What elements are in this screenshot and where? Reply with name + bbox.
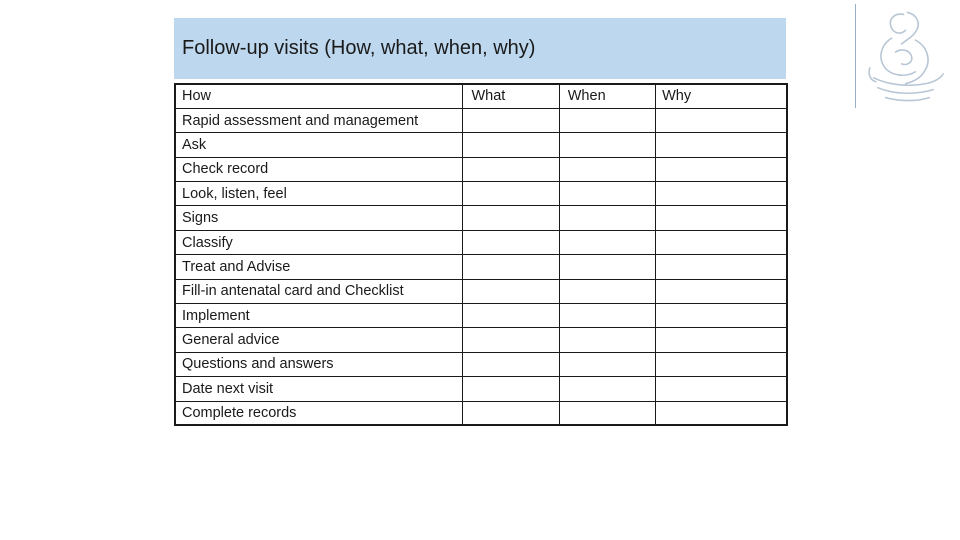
when-cell — [559, 279, 655, 303]
what-cell — [463, 377, 559, 401]
why-cell — [656, 279, 787, 303]
title-bar — [174, 18, 786, 79]
table-row — [175, 133, 787, 157]
why-cell — [656, 230, 787, 254]
how-cell: Look, listen, feel — [175, 182, 463, 206]
when-cell — [559, 108, 655, 132]
when-cell — [559, 255, 655, 279]
how-cell: Fill-in antenatal card and Checklist — [175, 279, 463, 303]
header-what: What — [463, 84, 559, 108]
when-cell — [559, 230, 655, 254]
what-cell — [463, 157, 559, 181]
when-cell — [559, 133, 655, 157]
why-cell — [656, 401, 787, 425]
table-row — [175, 182, 787, 206]
why-cell — [656, 377, 787, 401]
when-cell — [559, 157, 655, 181]
what-cell — [463, 255, 559, 279]
what-cell — [463, 108, 559, 132]
logo — [855, 4, 955, 108]
follow-up-table — [174, 83, 788, 426]
when-cell — [559, 352, 655, 376]
mother-and-child-logo-icon — [856, 4, 955, 108]
what-cell — [463, 279, 559, 303]
header-how: How — [175, 84, 463, 108]
how-cell: Questions and answers — [175, 352, 463, 376]
when-cell — [559, 377, 655, 401]
table-row — [175, 108, 787, 132]
table-row — [175, 328, 787, 352]
what-cell — [463, 133, 559, 157]
how-cell: Complete records — [175, 401, 463, 425]
how-cell: General advice — [175, 328, 463, 352]
what-cell — [463, 328, 559, 352]
how-cell: Rapid assessment and management — [175, 108, 463, 132]
why-cell — [656, 304, 787, 328]
when-cell — [559, 182, 655, 206]
table-row — [175, 304, 787, 328]
how-cell: Classify — [175, 230, 463, 254]
table-row — [175, 206, 787, 230]
why-cell — [656, 108, 787, 132]
what-cell — [463, 401, 559, 425]
how-cell: Ask — [175, 133, 463, 157]
why-cell — [656, 352, 787, 376]
why-cell — [656, 182, 787, 206]
table-row — [175, 279, 787, 303]
table-row — [175, 230, 787, 254]
what-cell — [463, 352, 559, 376]
when-cell — [559, 206, 655, 230]
why-cell — [656, 255, 787, 279]
header-when: When — [559, 84, 655, 108]
what-cell — [463, 230, 559, 254]
why-cell — [656, 157, 787, 181]
when-cell — [559, 328, 655, 352]
when-cell — [559, 304, 655, 328]
what-cell — [463, 182, 559, 206]
header-why: Why — [656, 84, 787, 108]
how-cell: Implement — [175, 304, 463, 328]
when-cell — [559, 401, 655, 425]
how-cell: Check record — [175, 157, 463, 181]
why-cell — [656, 206, 787, 230]
how-cell: Signs — [175, 206, 463, 230]
table-row — [175, 401, 787, 425]
how-cell: Treat and Advise — [175, 255, 463, 279]
how-cell: Date next visit — [175, 377, 463, 401]
why-cell — [656, 133, 787, 157]
what-cell — [463, 304, 559, 328]
table-row — [175, 352, 787, 376]
table-row — [175, 255, 787, 279]
table-header-row — [175, 84, 787, 108]
table-row — [175, 157, 787, 181]
page-title: Follow-up visits (How, what, when, why) — [182, 37, 536, 59]
why-cell — [656, 328, 787, 352]
what-cell — [463, 206, 559, 230]
table-row — [175, 377, 787, 401]
